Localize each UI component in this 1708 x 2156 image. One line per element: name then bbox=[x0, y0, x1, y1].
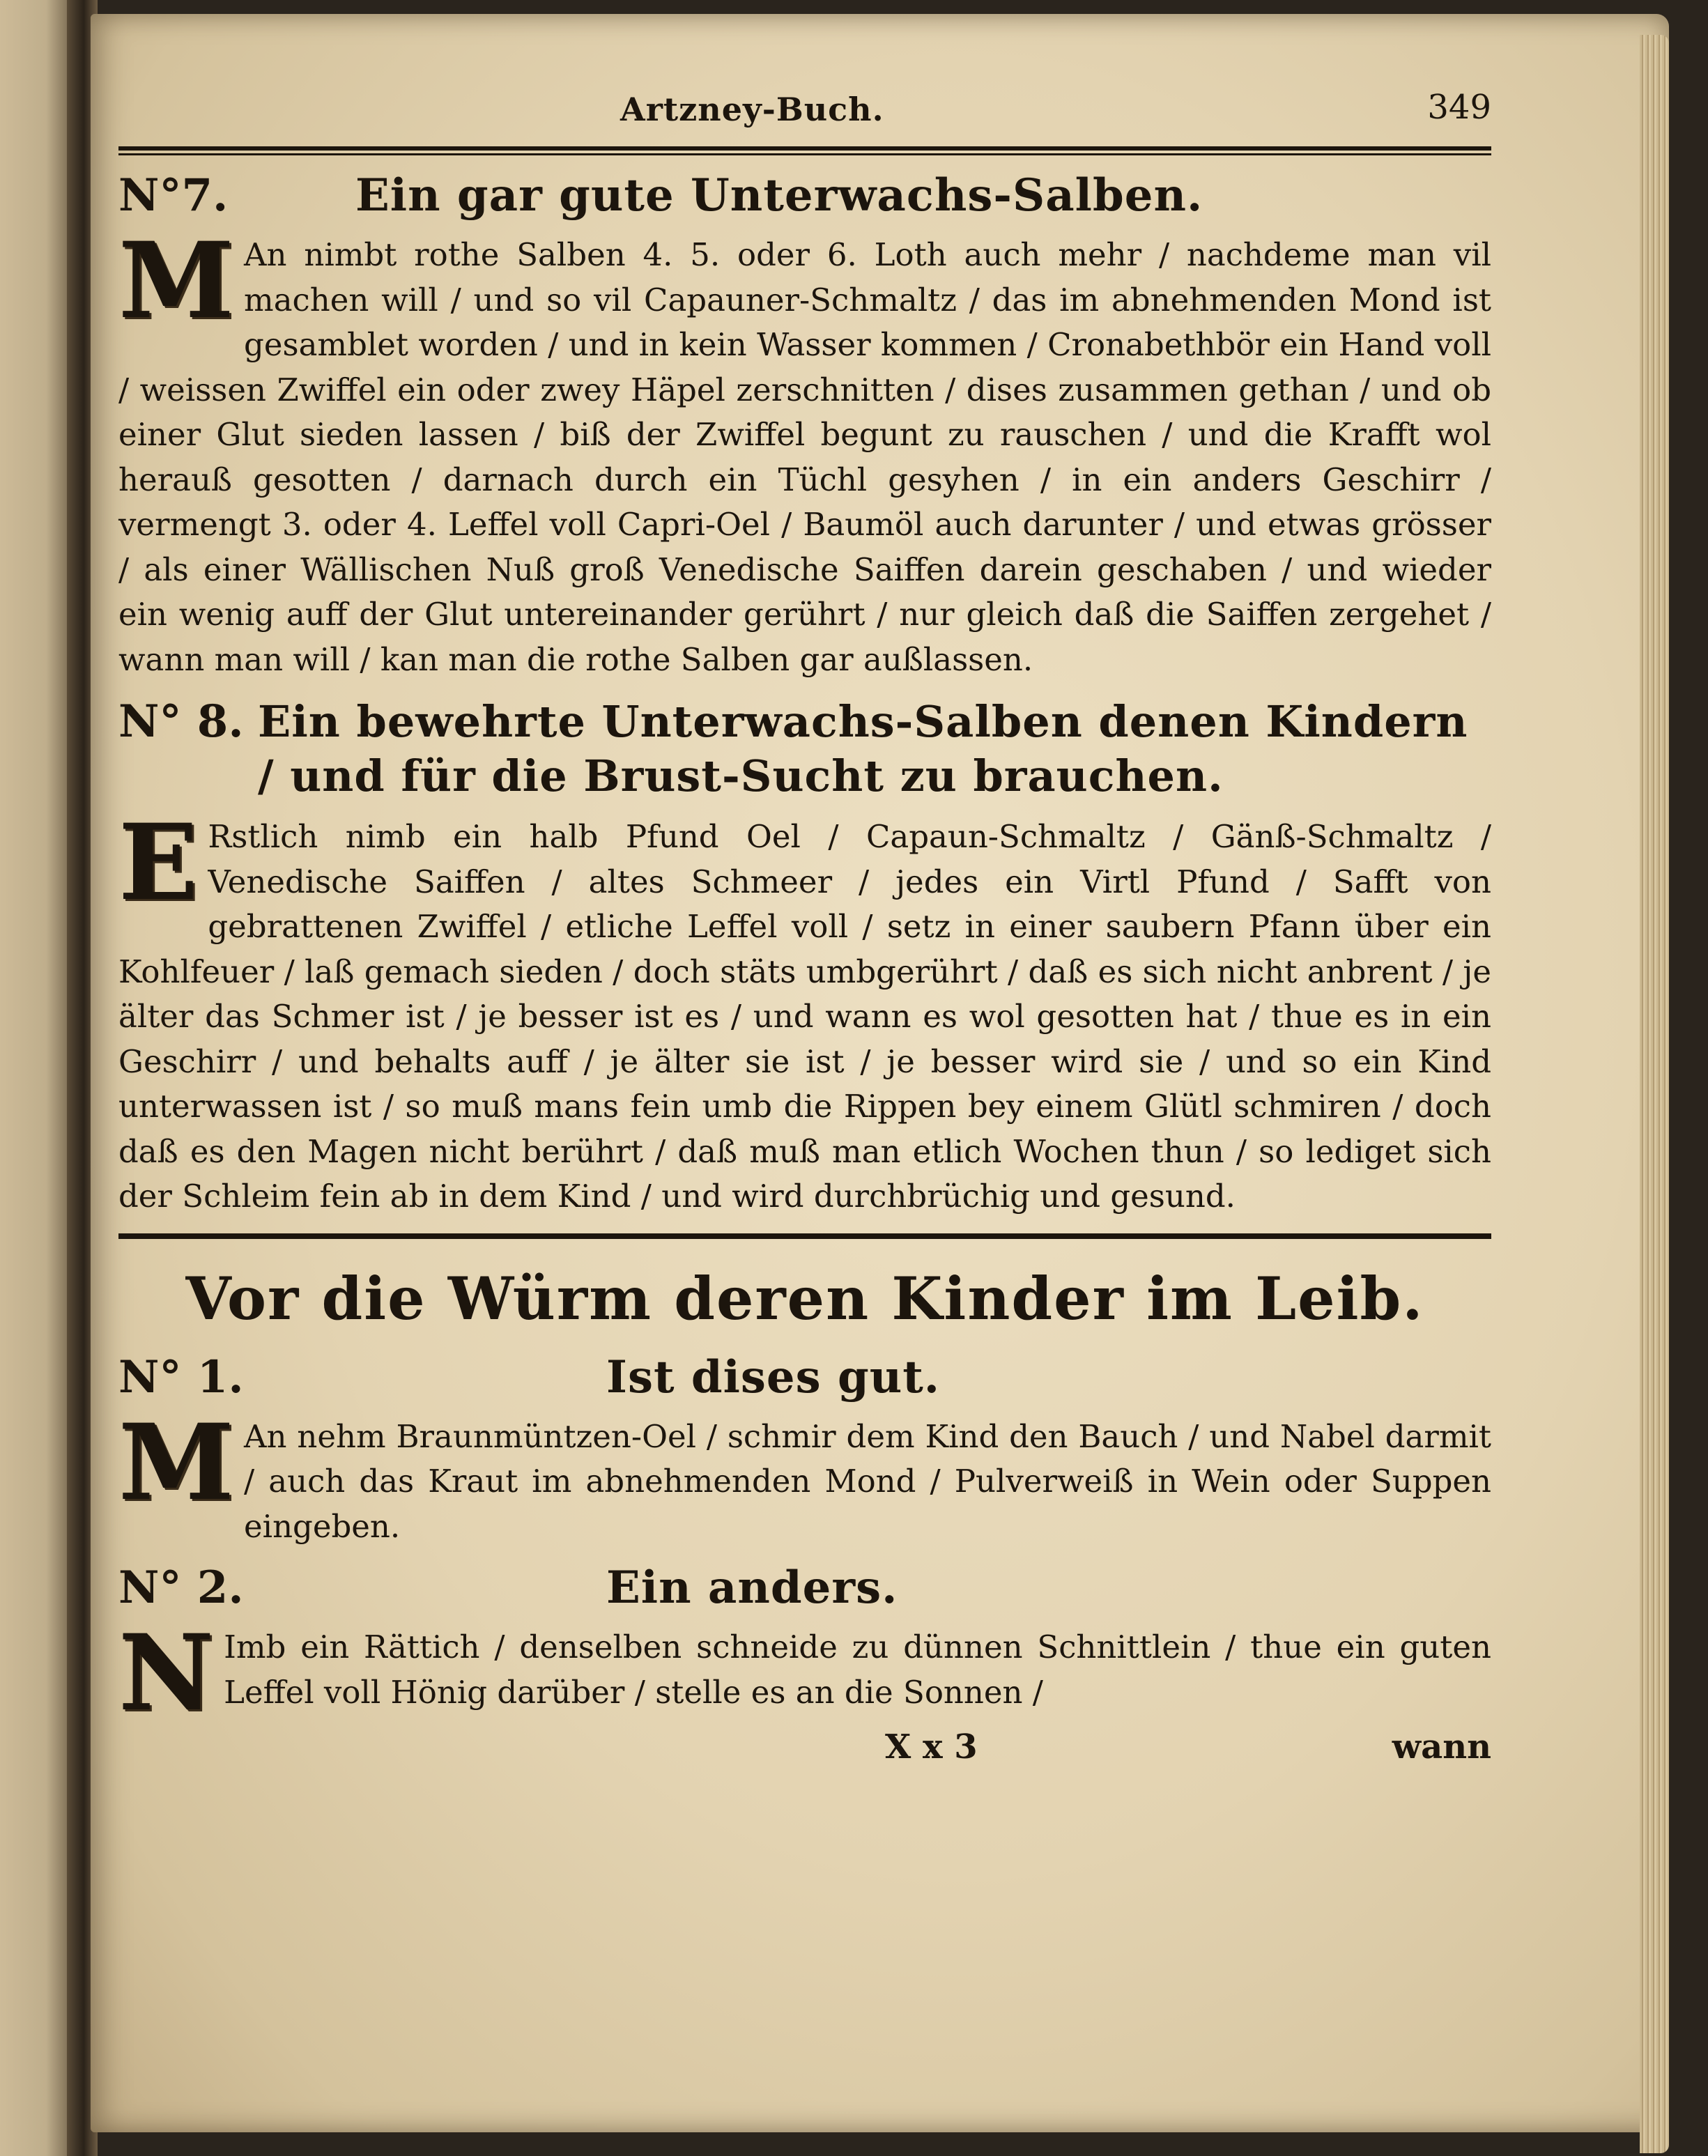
drop-initial: N bbox=[118, 1612, 215, 1734]
recipe-title: Ein anders. bbox=[606, 1562, 898, 1614]
recipe-heading bbox=[118, 1562, 1491, 1614]
page-fore-edge bbox=[1640, 35, 1669, 2153]
recipe-heading bbox=[118, 695, 1491, 803]
section-rule bbox=[118, 1233, 1491, 1239]
recipe-number: N° 8. bbox=[118, 695, 244, 748]
recipe-title: Ist dises gut. bbox=[606, 1350, 941, 1403]
drop-initial: M bbox=[118, 220, 235, 342]
drop-initial: M bbox=[118, 1401, 235, 1524]
left-page-edge bbox=[0, 0, 77, 2156]
recipe-title: Ein bewehrte Unterwachs-Salben denen Kindern / und für die Brust-Sucht zu brauchen. bbox=[258, 696, 1468, 801]
header-rule bbox=[118, 146, 1491, 155]
recipe-text: Imb ein Rättich / denselben schneide zu dünnen Schnittlein / thue ein guten Leffel voll Hönig darüber / stelle es an die Sonnen / bbox=[224, 1628, 1491, 1711]
page-number: 349 bbox=[1427, 88, 1491, 127]
recipe-text: An nimbt rothe Salben 4. 5. oder 6. Loth auch mehr / nachdeme man vil machen will / und so vil Capauner-Schmaltz / das im abnehmenden Mond ist gesamblet worden / und in kein Wasser kommen / Cronabethbör ein Hand voll / weissen Zwiffel ein oder zwey Häpel zerschnitten / dises zusammen gethan / und ob einer Glut sieden lassen / biß der Zwiffel begunt zu rauschen / und die Krafft wol herauß gesotten / darnach durch ein Tüchl gesyhen / in ein anders Geschirr / vermengt 3. oder 4. Leffel voll Capri-Oel / Baumöl auch darunter / und etwas grösser / als einer Wällischen Nuß groß Venedische Saiffen darein geschaben / und wieder ein wenig auff der Glut untereinander gerührt / nur gleich daß die Saiffen zergehet / wann man will / kan man die rothe Salben gar außlassen. bbox=[118, 236, 1491, 678]
page-footer bbox=[118, 1727, 1491, 1776]
recipe-number: N°7. bbox=[118, 169, 229, 222]
recipe-text: Rstlich nimb ein halb Pfund Oel / Capaun-Schmaltz / Gänß-Schmaltz / Venedische Saiffen / altes Schmeer / jedes ein Virtl Pfund / Safft von gebrattenen Zwiffel / etliche Leffel voll / setz in einer saubern Pfann über ein Kohlfeuer / laß gemach sieden / doch stäts umbgerührt / daß es sich nicht anbrent / je älter das Schmer ist / je besser ist es / und wann es wol gesotten hat / thue es in ein Geschirr / und behalts auff / je älter sie ist / je besser wird sie / und so ein Kind unterwassen ist / so muß mans fein umb die Rippen bey einem Glütl schmiren / doch daß es den Magen nicht berührt / daß muß man etlich Wochen thun / so lediget sich der Schleim fein ab in dem Kind / und wird durchbrüchig und gesund. bbox=[118, 818, 1491, 1215]
running-head bbox=[118, 88, 1491, 146]
recipe-body bbox=[118, 1401, 1491, 1550]
recipe-heading bbox=[118, 1351, 1491, 1403]
recipe-body bbox=[118, 220, 1491, 682]
page-content bbox=[118, 88, 1491, 1776]
recipe-heading bbox=[118, 169, 1491, 222]
recipe-body bbox=[118, 1612, 1491, 1734]
recipe-title: Ein gar gute Unterwachs-Salben. bbox=[355, 169, 1203, 222]
recipe-body bbox=[118, 801, 1491, 1219]
drop-initial: E bbox=[118, 801, 199, 924]
recipe-number: N° 2. bbox=[118, 1562, 244, 1614]
catchword: wann bbox=[1392, 1727, 1491, 1766]
section-title: Vor die Würm deren Kinder im Leib. bbox=[185, 1263, 1424, 1333]
running-title: Artzney-Buch. bbox=[620, 91, 884, 128]
recipe-number: N° 1. bbox=[118, 1350, 244, 1403]
signature-mark: X x 3 bbox=[885, 1727, 978, 1766]
recipe-text: An nehm Braunmüntzen-Oel / schmir dem Kind den Bauch / und Nabel darmit / auch das Kraut im abnehmenden Mond / Pulverweiß in Wein oder Suppen eingeben. bbox=[244, 1417, 1491, 1545]
